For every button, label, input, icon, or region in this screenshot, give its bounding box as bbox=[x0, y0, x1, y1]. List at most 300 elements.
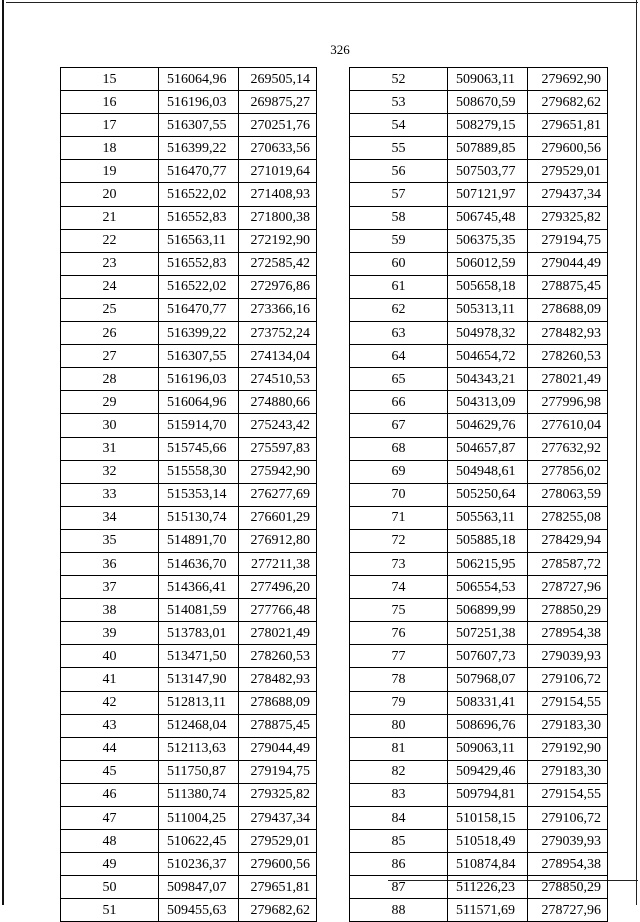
x-coordinate-cell: 504313,09 bbox=[448, 391, 528, 414]
table-row bbox=[350, 853, 608, 876]
x-coordinate-cell: 507121,97 bbox=[448, 183, 528, 206]
x-coordinate-cell: 516064,96 bbox=[159, 391, 239, 414]
y-coordinate-cell: 274134,04 bbox=[239, 345, 317, 368]
table-row bbox=[350, 483, 608, 506]
y-coordinate-cell: 278875,45 bbox=[239, 714, 317, 737]
point-number-cell: 54 bbox=[350, 114, 448, 137]
y-coordinate-cell: 279044,49 bbox=[239, 737, 317, 760]
y-coordinate-cell: 278954,38 bbox=[528, 622, 608, 645]
table-row bbox=[61, 91, 317, 114]
table-row bbox=[350, 414, 608, 437]
table-row bbox=[350, 576, 608, 599]
table-row bbox=[61, 391, 317, 414]
y-coordinate-cell: 274880,66 bbox=[239, 391, 317, 414]
y-coordinate-cell: 278688,09 bbox=[239, 691, 317, 714]
y-coordinate-cell: 278954,38 bbox=[528, 853, 608, 876]
page-top-edge-line bbox=[6, 2, 638, 3]
x-coordinate-cell: 506899,99 bbox=[448, 599, 528, 622]
y-coordinate-cell: 278021,49 bbox=[239, 622, 317, 645]
x-coordinate-cell: 504629,76 bbox=[448, 414, 528, 437]
table-row bbox=[350, 529, 608, 552]
x-coordinate-cell: 509455,63 bbox=[159, 899, 239, 922]
table-row bbox=[350, 714, 608, 737]
point-number-cell: 16 bbox=[61, 91, 159, 114]
table-row bbox=[61, 460, 317, 483]
point-number-cell: 22 bbox=[61, 229, 159, 252]
table-row bbox=[350, 229, 608, 252]
y-coordinate-cell: 278429,94 bbox=[528, 529, 608, 552]
x-coordinate-cell: 509847,07 bbox=[159, 876, 239, 899]
x-coordinate-cell: 506375,35 bbox=[448, 229, 528, 252]
point-number-cell: 21 bbox=[61, 206, 159, 229]
point-number-cell: 63 bbox=[350, 322, 448, 345]
x-coordinate-cell: 509429,46 bbox=[448, 760, 528, 783]
point-number-cell: 24 bbox=[61, 275, 159, 298]
y-coordinate-cell: 278727,96 bbox=[528, 576, 608, 599]
table-row bbox=[350, 322, 608, 345]
y-coordinate-cell: 275597,83 bbox=[239, 437, 317, 460]
x-coordinate-cell: 504654,72 bbox=[448, 345, 528, 368]
point-number-cell: 77 bbox=[350, 645, 448, 668]
point-number-cell: 60 bbox=[350, 252, 448, 275]
x-coordinate-cell: 515745,66 bbox=[159, 437, 239, 460]
x-coordinate-cell: 504978,32 bbox=[448, 322, 528, 345]
x-coordinate-cell: 506012,59 bbox=[448, 252, 528, 275]
table-row bbox=[350, 460, 608, 483]
point-number-cell: 23 bbox=[61, 252, 159, 275]
table-row bbox=[350, 368, 608, 391]
point-number-cell: 43 bbox=[61, 714, 159, 737]
point-number-cell: 32 bbox=[61, 460, 159, 483]
x-coordinate-cell: 507503,77 bbox=[448, 160, 528, 183]
y-coordinate-cell: 279106,72 bbox=[528, 807, 608, 830]
point-number-cell: 86 bbox=[350, 853, 448, 876]
y-coordinate-cell: 279192,90 bbox=[528, 737, 608, 760]
x-coordinate-cell: 516470,77 bbox=[159, 298, 239, 321]
table-row bbox=[350, 807, 608, 830]
x-coordinate-cell: 508279,15 bbox=[448, 114, 528, 137]
y-coordinate-cell: 270251,76 bbox=[239, 114, 317, 137]
table-row bbox=[350, 737, 608, 760]
point-number-cell: 74 bbox=[350, 576, 448, 599]
table-row bbox=[350, 298, 608, 321]
table-row bbox=[350, 160, 608, 183]
x-coordinate-cell: 508331,41 bbox=[448, 691, 528, 714]
y-coordinate-cell: 277496,20 bbox=[239, 576, 317, 599]
x-coordinate-cell: 511380,74 bbox=[159, 783, 239, 806]
x-coordinate-cell: 510236,37 bbox=[159, 853, 239, 876]
x-coordinate-cell: 506215,95 bbox=[448, 552, 528, 575]
table-row bbox=[61, 714, 317, 737]
x-coordinate-cell: 513471,50 bbox=[159, 645, 239, 668]
x-coordinate-cell: 516196,03 bbox=[159, 368, 239, 391]
x-coordinate-cell: 514891,70 bbox=[159, 529, 239, 552]
table-row bbox=[61, 414, 317, 437]
table-row bbox=[61, 807, 317, 830]
point-number-cell: 27 bbox=[61, 345, 159, 368]
point-number-cell: 33 bbox=[61, 483, 159, 506]
table-row bbox=[61, 275, 317, 298]
x-coordinate-cell: 510874,84 bbox=[448, 853, 528, 876]
table-row bbox=[350, 68, 608, 91]
point-number-cell: 61 bbox=[350, 275, 448, 298]
y-coordinate-cell: 269505,14 bbox=[239, 68, 317, 91]
coordinates-table-right bbox=[349, 67, 608, 922]
point-number-cell: 35 bbox=[61, 529, 159, 552]
x-coordinate-cell: 505563,11 bbox=[448, 506, 528, 529]
y-coordinate-cell: 273752,24 bbox=[239, 322, 317, 345]
table-row bbox=[61, 529, 317, 552]
y-coordinate-cell: 279194,75 bbox=[239, 760, 317, 783]
x-coordinate-cell: 512813,11 bbox=[159, 691, 239, 714]
table-row bbox=[350, 345, 608, 368]
point-number-cell: 50 bbox=[61, 876, 159, 899]
y-coordinate-cell: 278875,45 bbox=[528, 275, 608, 298]
point-number-cell: 46 bbox=[61, 783, 159, 806]
table-row bbox=[61, 853, 317, 876]
point-number-cell: 65 bbox=[350, 368, 448, 391]
table-row bbox=[61, 668, 317, 691]
table-row bbox=[61, 437, 317, 460]
table-row bbox=[350, 876, 608, 899]
table-row bbox=[350, 437, 608, 460]
table-row bbox=[61, 576, 317, 599]
x-coordinate-cell: 512468,04 bbox=[159, 714, 239, 737]
y-coordinate-cell: 278587,72 bbox=[528, 552, 608, 575]
point-number-cell: 79 bbox=[350, 691, 448, 714]
table-row bbox=[61, 876, 317, 899]
y-coordinate-cell: 277610,04 bbox=[528, 414, 608, 437]
point-number-cell: 17 bbox=[61, 114, 159, 137]
table-row bbox=[61, 760, 317, 783]
y-coordinate-cell: 279325,82 bbox=[528, 206, 608, 229]
y-coordinate-cell: 279437,34 bbox=[528, 183, 608, 206]
table-row bbox=[350, 760, 608, 783]
table-row bbox=[61, 229, 317, 252]
table-row bbox=[350, 783, 608, 806]
y-coordinate-cell: 279044,49 bbox=[528, 252, 608, 275]
y-coordinate-cell: 277996,98 bbox=[528, 391, 608, 414]
x-coordinate-cell: 516470,77 bbox=[159, 160, 239, 183]
table-row bbox=[61, 899, 317, 922]
x-coordinate-cell: 514081,59 bbox=[159, 599, 239, 622]
y-coordinate-cell: 272976,86 bbox=[239, 275, 317, 298]
y-coordinate-cell: 272192,90 bbox=[239, 229, 317, 252]
y-coordinate-cell: 279692,90 bbox=[528, 68, 608, 91]
page-left-edge-line bbox=[2, 0, 4, 905]
point-number-cell: 45 bbox=[61, 760, 159, 783]
y-coordinate-cell: 277632,92 bbox=[528, 437, 608, 460]
x-coordinate-cell: 506745,48 bbox=[448, 206, 528, 229]
y-coordinate-cell: 275243,42 bbox=[239, 414, 317, 437]
y-coordinate-cell: 278482,93 bbox=[239, 668, 317, 691]
point-number-cell: 26 bbox=[61, 322, 159, 345]
x-coordinate-cell: 509063,11 bbox=[448, 737, 528, 760]
x-coordinate-cell: 515353,14 bbox=[159, 483, 239, 506]
x-coordinate-cell: 504948,61 bbox=[448, 460, 528, 483]
point-number-cell: 84 bbox=[350, 807, 448, 830]
point-number-cell: 62 bbox=[350, 298, 448, 321]
table-row bbox=[350, 91, 608, 114]
point-number-cell: 42 bbox=[61, 691, 159, 714]
y-coordinate-cell: 279154,55 bbox=[528, 783, 608, 806]
page-right-edge-line bbox=[636, 0, 637, 905]
x-coordinate-cell: 507968,07 bbox=[448, 668, 528, 691]
table-row bbox=[61, 737, 317, 760]
y-coordinate-cell: 279183,30 bbox=[528, 760, 608, 783]
x-coordinate-cell: 510518,49 bbox=[448, 830, 528, 853]
point-number-cell: 47 bbox=[61, 807, 159, 830]
table-row bbox=[350, 899, 608, 922]
x-coordinate-cell: 513147,90 bbox=[159, 668, 239, 691]
point-number-cell: 37 bbox=[61, 576, 159, 599]
table-row bbox=[61, 368, 317, 391]
point-number-cell: 40 bbox=[61, 645, 159, 668]
y-coordinate-cell: 279529,01 bbox=[239, 830, 317, 853]
y-coordinate-cell: 278850,29 bbox=[528, 876, 608, 899]
y-coordinate-cell: 274510,53 bbox=[239, 368, 317, 391]
y-coordinate-cell: 278021,49 bbox=[528, 368, 608, 391]
x-coordinate-cell: 516399,22 bbox=[159, 322, 239, 345]
y-coordinate-cell: 270633,56 bbox=[239, 137, 317, 160]
x-coordinate-cell: 516399,22 bbox=[159, 137, 239, 160]
y-coordinate-cell: 278482,93 bbox=[528, 322, 608, 345]
point-number-cell: 87 bbox=[350, 876, 448, 899]
point-number-cell: 85 bbox=[350, 830, 448, 853]
y-coordinate-cell: 279183,30 bbox=[528, 714, 608, 737]
point-number-cell: 70 bbox=[350, 483, 448, 506]
point-number-cell: 28 bbox=[61, 368, 159, 391]
table-row bbox=[350, 645, 608, 668]
table-row bbox=[350, 830, 608, 853]
table-row bbox=[61, 68, 317, 91]
point-number-cell: 25 bbox=[61, 298, 159, 321]
point-number-cell: 59 bbox=[350, 229, 448, 252]
x-coordinate-cell: 515914,70 bbox=[159, 414, 239, 437]
point-number-cell: 58 bbox=[350, 206, 448, 229]
table-row bbox=[350, 183, 608, 206]
point-number-cell: 39 bbox=[61, 622, 159, 645]
y-coordinate-cell: 279600,56 bbox=[528, 137, 608, 160]
table-row bbox=[350, 552, 608, 575]
x-coordinate-cell: 508670,59 bbox=[448, 91, 528, 114]
table-row bbox=[61, 345, 317, 368]
point-number-cell: 49 bbox=[61, 853, 159, 876]
y-coordinate-cell: 279039,93 bbox=[528, 830, 608, 853]
table-row bbox=[61, 483, 317, 506]
y-coordinate-cell: 271019,64 bbox=[239, 160, 317, 183]
table-row bbox=[61, 783, 317, 806]
table-row bbox=[350, 252, 608, 275]
x-coordinate-cell: 516307,55 bbox=[159, 345, 239, 368]
y-coordinate-cell: 279437,34 bbox=[239, 807, 317, 830]
table-row bbox=[61, 298, 317, 321]
point-number-cell: 83 bbox=[350, 783, 448, 806]
x-coordinate-cell: 505313,11 bbox=[448, 298, 528, 321]
x-coordinate-cell: 508696,76 bbox=[448, 714, 528, 737]
x-coordinate-cell: 505658,18 bbox=[448, 275, 528, 298]
point-number-cell: 30 bbox=[61, 414, 159, 437]
table-row bbox=[350, 668, 608, 691]
y-coordinate-cell: 276912,80 bbox=[239, 529, 317, 552]
x-coordinate-cell: 509063,11 bbox=[448, 68, 528, 91]
table-row bbox=[350, 622, 608, 645]
y-coordinate-cell: 279194,75 bbox=[528, 229, 608, 252]
point-number-cell: 53 bbox=[350, 91, 448, 114]
y-coordinate-cell: 279106,72 bbox=[528, 668, 608, 691]
x-coordinate-cell: 507607,73 bbox=[448, 645, 528, 668]
x-coordinate-cell: 514366,41 bbox=[159, 576, 239, 599]
point-number-cell: 76 bbox=[350, 622, 448, 645]
y-coordinate-cell: 278260,53 bbox=[528, 345, 608, 368]
point-number-cell: 67 bbox=[350, 414, 448, 437]
x-coordinate-cell: 516552,83 bbox=[159, 206, 239, 229]
point-number-cell: 41 bbox=[61, 668, 159, 691]
x-coordinate-cell: 510622,45 bbox=[159, 830, 239, 853]
x-coordinate-cell: 506554,53 bbox=[448, 576, 528, 599]
x-coordinate-cell: 515558,30 bbox=[159, 460, 239, 483]
table-row bbox=[61, 114, 317, 137]
table-row bbox=[61, 137, 317, 160]
table-row bbox=[61, 506, 317, 529]
y-coordinate-cell: 271408,93 bbox=[239, 183, 317, 206]
x-coordinate-cell: 516064,96 bbox=[159, 68, 239, 91]
page-number: 326 bbox=[330, 42, 350, 57]
point-number-cell: 69 bbox=[350, 460, 448, 483]
y-coordinate-cell: 279600,56 bbox=[239, 853, 317, 876]
point-number-cell: 73 bbox=[350, 552, 448, 575]
point-number-cell: 57 bbox=[350, 183, 448, 206]
point-number-cell: 71 bbox=[350, 506, 448, 529]
table-row bbox=[350, 275, 608, 298]
table-row bbox=[61, 645, 317, 668]
point-number-cell: 56 bbox=[350, 160, 448, 183]
y-coordinate-cell: 273366,16 bbox=[239, 298, 317, 321]
x-coordinate-cell: 511571,69 bbox=[448, 899, 528, 922]
point-number-cell: 38 bbox=[61, 599, 159, 622]
y-coordinate-cell: 269875,27 bbox=[239, 91, 317, 114]
y-coordinate-cell: 278255,08 bbox=[528, 506, 608, 529]
x-coordinate-cell: 511004,25 bbox=[159, 807, 239, 830]
y-coordinate-cell: 278063,59 bbox=[528, 483, 608, 506]
point-number-cell: 68 bbox=[350, 437, 448, 460]
x-coordinate-cell: 512113,63 bbox=[159, 737, 239, 760]
y-coordinate-cell: 279039,93 bbox=[528, 645, 608, 668]
y-coordinate-cell: 278688,09 bbox=[528, 298, 608, 321]
point-number-cell: 64 bbox=[350, 345, 448, 368]
y-coordinate-cell: 279651,81 bbox=[239, 876, 317, 899]
table-row bbox=[61, 691, 317, 714]
x-coordinate-cell: 514636,70 bbox=[159, 552, 239, 575]
coordinates-table-left bbox=[60, 67, 317, 922]
table-row bbox=[350, 137, 608, 160]
point-number-cell: 66 bbox=[350, 391, 448, 414]
table-row bbox=[61, 206, 317, 229]
table-row bbox=[61, 830, 317, 853]
point-number-cell: 55 bbox=[350, 137, 448, 160]
point-number-cell: 51 bbox=[61, 899, 159, 922]
point-number-cell: 48 bbox=[61, 830, 159, 853]
x-coordinate-cell: 513783,01 bbox=[159, 622, 239, 645]
point-number-cell: 18 bbox=[61, 137, 159, 160]
y-coordinate-cell: 271800,38 bbox=[239, 206, 317, 229]
x-coordinate-cell: 505250,64 bbox=[448, 483, 528, 506]
x-coordinate-cell: 511750,87 bbox=[159, 760, 239, 783]
table-row bbox=[61, 322, 317, 345]
point-number-cell: 44 bbox=[61, 737, 159, 760]
point-number-cell: 72 bbox=[350, 529, 448, 552]
point-number-cell: 82 bbox=[350, 760, 448, 783]
point-number-cell: 81 bbox=[350, 737, 448, 760]
x-coordinate-cell: 505885,18 bbox=[448, 529, 528, 552]
x-coordinate-cell: 511226,23 bbox=[448, 876, 528, 899]
table-row bbox=[61, 160, 317, 183]
table-row bbox=[350, 506, 608, 529]
point-number-cell: 78 bbox=[350, 668, 448, 691]
y-coordinate-cell: 279651,81 bbox=[528, 114, 608, 137]
point-number-cell: 31 bbox=[61, 437, 159, 460]
y-coordinate-cell: 279154,55 bbox=[528, 691, 608, 714]
table-row bbox=[61, 252, 317, 275]
x-coordinate-cell: 509794,81 bbox=[448, 783, 528, 806]
y-coordinate-cell: 275942,90 bbox=[239, 460, 317, 483]
y-coordinate-cell: 279682,62 bbox=[239, 899, 317, 922]
x-coordinate-cell: 510158,15 bbox=[448, 807, 528, 830]
y-coordinate-cell: 278850,29 bbox=[528, 599, 608, 622]
x-coordinate-cell: 504657,87 bbox=[448, 437, 528, 460]
point-number-cell: 88 bbox=[350, 899, 448, 922]
y-coordinate-cell: 277856,02 bbox=[528, 460, 608, 483]
point-number-cell: 34 bbox=[61, 506, 159, 529]
y-coordinate-cell: 277211,38 bbox=[239, 552, 317, 575]
table-row bbox=[350, 599, 608, 622]
table-row bbox=[61, 622, 317, 645]
table-row bbox=[61, 183, 317, 206]
point-number-cell: 36 bbox=[61, 552, 159, 575]
y-coordinate-cell: 277766,48 bbox=[239, 599, 317, 622]
y-coordinate-cell: 272585,42 bbox=[239, 252, 317, 275]
y-coordinate-cell: 278260,53 bbox=[239, 645, 317, 668]
x-coordinate-cell: 516552,83 bbox=[159, 252, 239, 275]
table-row bbox=[350, 391, 608, 414]
y-coordinate-cell: 279682,62 bbox=[528, 91, 608, 114]
point-number-cell: 15 bbox=[61, 68, 159, 91]
y-coordinate-cell: 276601,29 bbox=[239, 506, 317, 529]
y-coordinate-cell: 279325,82 bbox=[239, 783, 317, 806]
x-coordinate-cell: 504343,21 bbox=[448, 368, 528, 391]
x-coordinate-cell: 507251,38 bbox=[448, 622, 528, 645]
point-number-cell: 29 bbox=[61, 391, 159, 414]
y-coordinate-cell: 279529,01 bbox=[528, 160, 608, 183]
x-coordinate-cell: 516307,55 bbox=[159, 114, 239, 137]
point-number-cell: 20 bbox=[61, 183, 159, 206]
point-number-cell: 80 bbox=[350, 714, 448, 737]
table-row bbox=[61, 599, 317, 622]
table-row bbox=[61, 552, 317, 575]
point-number-cell: 52 bbox=[350, 68, 448, 91]
y-coordinate-cell: 276277,69 bbox=[239, 483, 317, 506]
x-coordinate-cell: 516522,02 bbox=[159, 183, 239, 206]
table-row bbox=[350, 114, 608, 137]
x-coordinate-cell: 515130,74 bbox=[159, 506, 239, 529]
table-row bbox=[350, 691, 608, 714]
y-coordinate-cell: 278727,96 bbox=[528, 899, 608, 922]
x-coordinate-cell: 516196,03 bbox=[159, 91, 239, 114]
table-row bbox=[350, 206, 608, 229]
point-number-cell: 75 bbox=[350, 599, 448, 622]
x-coordinate-cell: 516522,02 bbox=[159, 275, 239, 298]
x-coordinate-cell: 516563,11 bbox=[159, 229, 239, 252]
